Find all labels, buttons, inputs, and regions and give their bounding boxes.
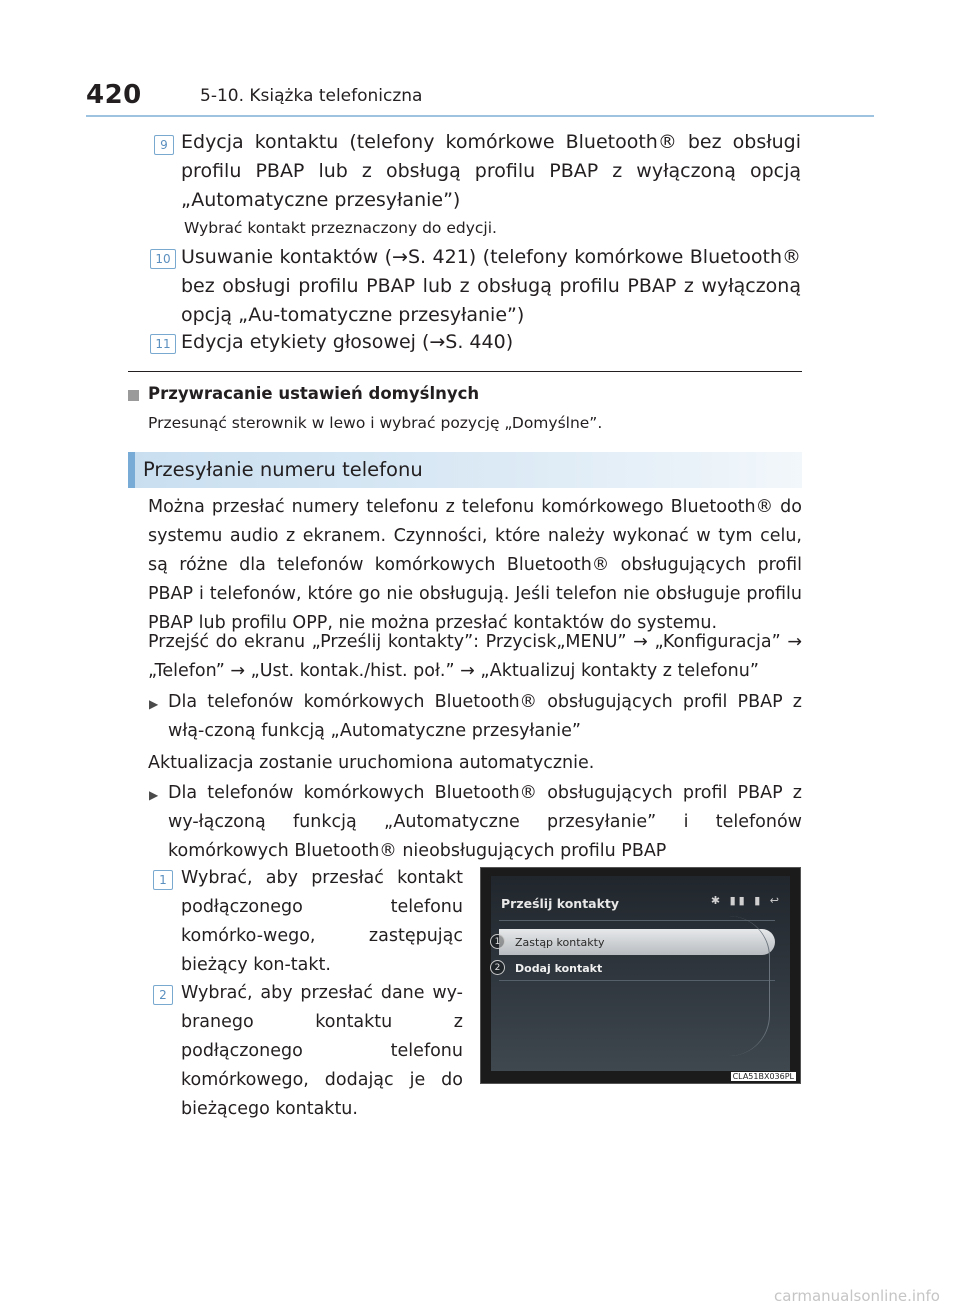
square-bullet-icon [128,390,139,401]
screen-row-replace-label: Zastąp kontakty [515,936,605,949]
callout-2: 2 [490,960,505,975]
triangle-bullet-icon: ▶ [149,697,159,711]
page-number: 420 [86,80,142,110]
restore-body: Przesunąć sterownik w lewo i wybrać pozycję „Domyślne”. [148,414,603,432]
paragraph-navigation: Przejść do ekranu „Prześlij kontakty”: Przycisk„MENU” → „Konfiguracja” → „Telefon” → „Ust. kontak./hist. poł.” → „Aktualizuj kontakty z telefonu” [148,632,802,681]
item-sub-9: Wybrać kontakt przeznaczony do edycji. [184,219,497,237]
section-bar-title: Przesyłanie numeru telefonu [143,458,423,481]
status-icons: ✱ ▮▮ ▮ ↩ [710,894,782,907]
bullet-pbap-auto-off: Dla telefonów komórkowych Bluetooth® obsługujących profil PBAP z wy-łączoną funkcją „Automatyczne przesyłanie” i telefonów komórkowych Bluetooth® nieobsługujących profilu PBAP [168,783,802,861]
watermark: carmanualsonline.info [774,1287,940,1305]
paragraph-intro: Można przesłać numery telefonu z telefonu komórkowego Bluetooth® do systemu audio z ekranem. Czynności, które należy wykonać w tym celu, są różne dla telefonów komórkowych Bluetooth® obsługujących profil PBAP i telefonów, które go nie obsługują. Jeśli telefon nie obsługuje profilu PBAP lub profilu OPP, nie można przesłać kontaktów do systemu. [148,497,802,633]
display-screen [491,876,790,1071]
display-screenshot [480,867,801,1084]
step-text-2: Wybrać, aby przesłać dane wy-branego kontaktu z podłączonego telefonu komórkowego, dodając je do bieżącego kontaktu. [181,983,463,1119]
screen-scroll-arc [729,916,770,1056]
step-badge-1: 1 [153,870,173,890]
header-rule [86,115,874,117]
restore-heading: Przywracanie ustawień domyślnych [148,384,480,403]
step-text-1: Wybrać, aby przesłać kontakt podłączonego telefonu komórko-wego, zastępując bieżący kon-takt. [181,868,463,975]
item-badge-11: 11 [150,334,176,354]
item-text-9: Edycja kontaktu (telefony komórkowe Bluetooth® bez obsługi profilu PBAP lub z obsługą profilu PBAP z wyłączoną opcją „Automatyczne przesyłanie”) [181,131,801,211]
screen-row-add-label: Dodaj kontakt [515,962,603,975]
callout-1: 1 [490,934,505,949]
bullet-pbap-auto-on: Dla telefonów komórkowych Bluetooth® obsługujących profil PBAP z włą-czoną funkcją „Automatyczne przesyłanie” [168,692,802,741]
triangle-bullet-icon: ▶ [149,788,159,802]
image-code: CLA51BX036PL [732,1072,794,1081]
step-badge-2: 2 [153,985,173,1005]
divider [128,371,802,372]
item-badge-9: 9 [154,135,174,155]
section-title: 5-10. Książka telefoniczna [200,86,423,106]
item-badge-10: 10 [150,249,176,269]
screen-title: Prześlij kontakty [501,896,620,911]
item-text-11: Edycja etykiety głosowej (→S. 440) [181,331,514,353]
paragraph-auto: Aktualizacja zostanie uruchomiona automatycznie. [148,753,595,773]
item-text-10: Usuwanie kontaktów (→S. 421) (telefony komórkowe Bluetooth® bez obsługi profilu PBAP lub z obsługą profilu PBAP z wyłączoną opcją „Au-tomatyczne przesyłanie”) [181,246,801,326]
